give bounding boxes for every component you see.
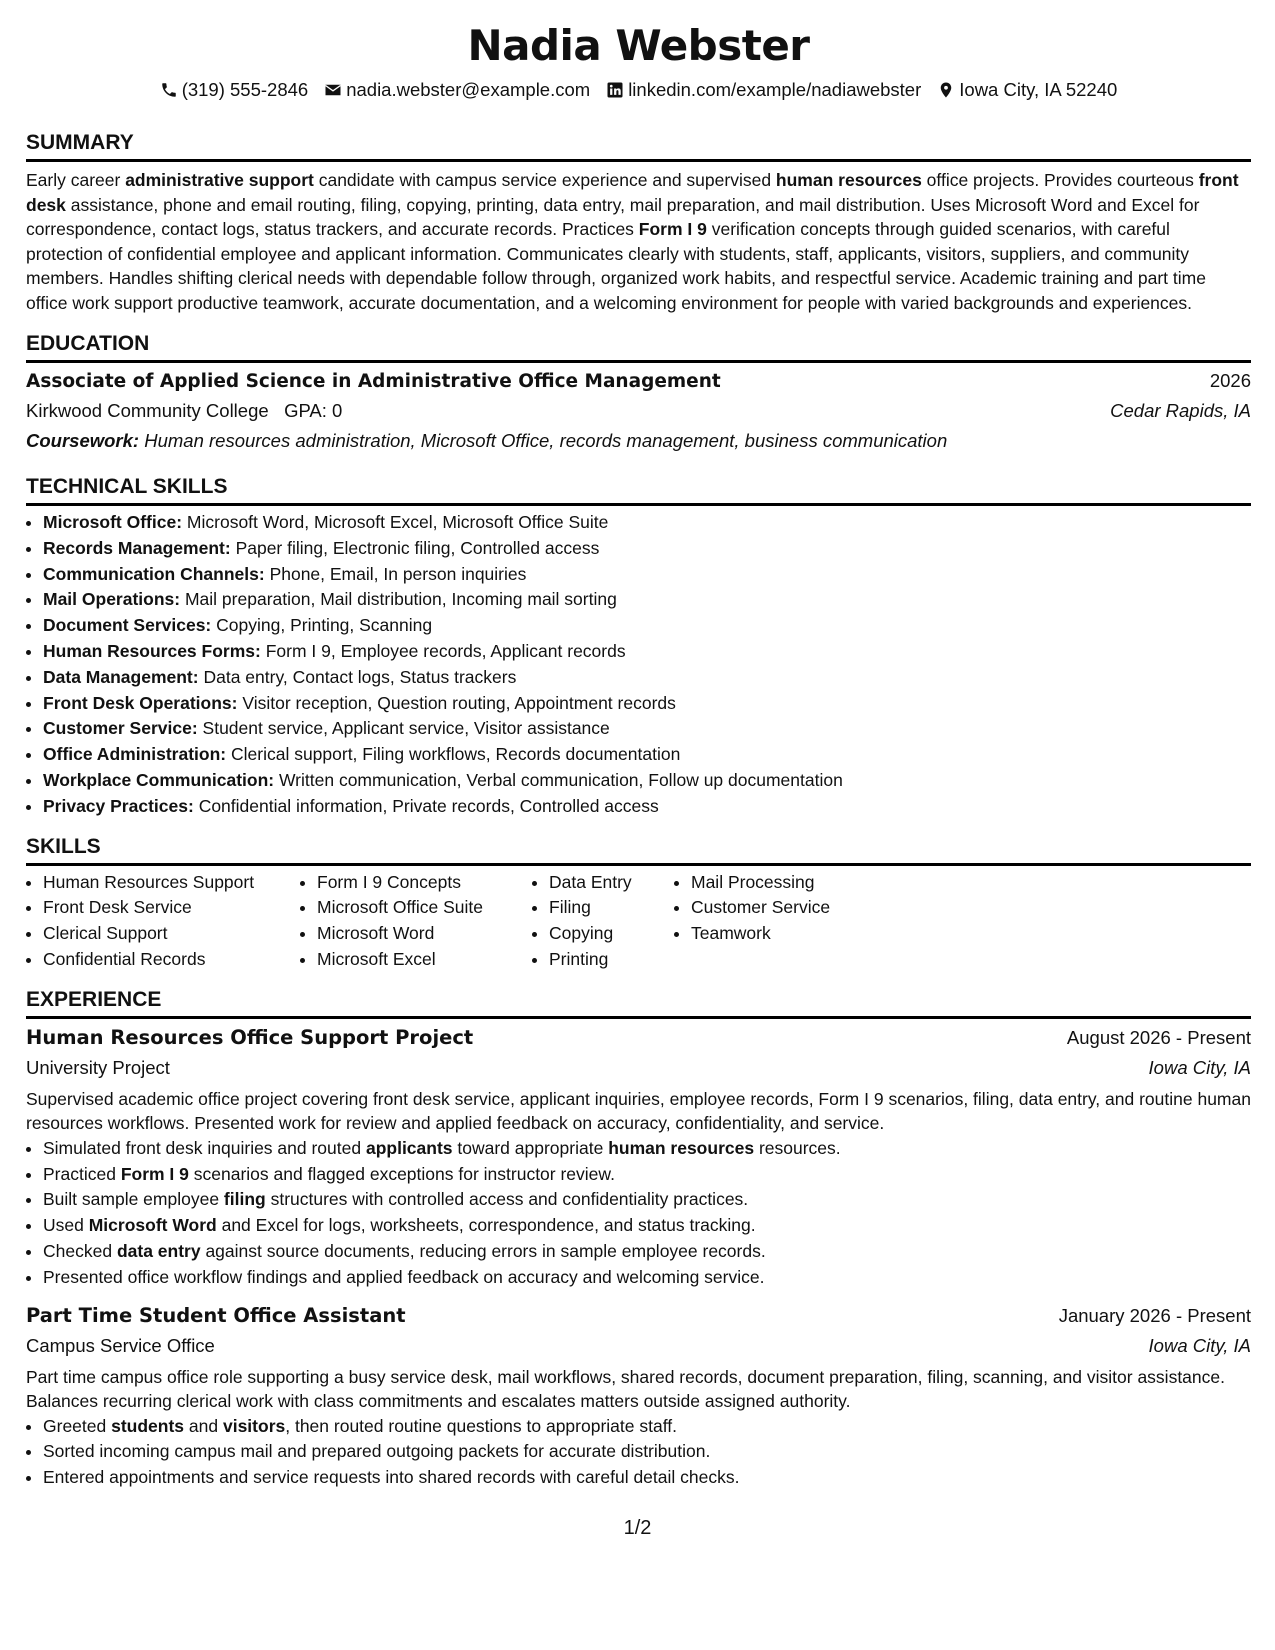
technical-skills-section <box>26 474 1251 820</box>
list-item: • Printing <box>549 947 674 973</box>
list-item: • Microsoft Office Suite <box>317 895 532 921</box>
job-bullets <box>26 1136 1251 1291</box>
summary-text: Early career administrative support candidate with campus service experience and supervised human resources office projects. Provides courteous front desk assistance, phone and email routing, filing, copying, printing, data entry, mail preparation, and mail distribution. Uses Microsoft Word and Excel for correspondence, contact logs, status trackers, and accurate records. Practices Form I 9 verification concepts through guided scenarios, with careful protection of confidential employee and applicant information. Communicates clearly with students, staff, applicants, visitors, suppliers, and community members. Handles shifting clerical needs with dependable follow through, organized work habits, and respectful service. Academic training and part time office work support productive teamwork, accurate documentation, and a welcoming environment for people with varied backgrounds and experiences. <box>26 170 1239 313</box>
coursework: Coursework: Human resources administration, Microsoft Office, records management, business communication <box>26 430 948 451</box>
experience-entry <box>26 1023 1251 1291</box>
job-date: January 2026 - Present <box>1058 1304 1251 1326</box>
section-title-experience: EXPERIENCE <box>26 987 1251 1019</box>
list-item: • Microsoft Excel <box>317 947 532 973</box>
degree-title: Associate of Applied Science in Administrative Office Management <box>26 371 721 392</box>
education-degree-row <box>26 367 1251 396</box>
list-item: • Data Entry <box>549 870 674 896</box>
skills-section <box>26 834 1251 973</box>
list-item: • Presented office workflow findings and applied feedback on accuracy and welcoming service. <box>43 1265 1251 1291</box>
email-link[interactable]: nadia.webster@example.com <box>346 79 591 100</box>
skills-grid <box>26 870 1251 973</box>
list-item: • Copying <box>549 921 674 947</box>
list-item: • Greeted students and visitors, then routed routine questions to appropriate staff. <box>43 1414 1251 1440</box>
contact-phone <box>160 78 309 102</box>
list-item: • Data Management: Data entry, Contact logs, Status trackers <box>43 665 1251 691</box>
list-item: • Simulated front desk inquiries and routed applicants toward appropriate human resources resources. <box>43 1136 1251 1162</box>
location-text: Iowa City, IA 52240 <box>959 79 1118 100</box>
contact-email[interactable] <box>324 78 590 102</box>
job-date: August 2026 - Present <box>1066 1026 1251 1048</box>
list-item: • Sorted incoming campus mail and prepared outgoing packets for accurate distribution. <box>43 1439 1251 1465</box>
list-item: • Document Services: Copying, Printing, Scanning <box>43 613 1251 639</box>
list-item: • Clerical Support <box>43 921 300 947</box>
envelope-icon <box>324 81 342 99</box>
list-item: • Filing <box>549 895 674 921</box>
list-item: • Human Resources Forms: Form I 9, Employee records, Applicant records <box>43 639 1251 665</box>
section-title-education: EDUCATION <box>26 331 1251 363</box>
contact-linkedin[interactable] <box>606 78 921 102</box>
map-pin-icon <box>937 81 955 99</box>
job-title: Human Resources Office Support Project <box>26 1025 474 1049</box>
list-item: • Front Desk Service <box>43 895 300 921</box>
list-item: • Office Administration: Clerical support, Filing workflows, Records documentation <box>43 742 1251 768</box>
skills-column <box>674 870 891 973</box>
gpa: GPA: 0 <box>284 400 343 421</box>
list-item: • Teamwork <box>691 921 891 947</box>
job-location: Iowa City, IA <box>1148 1056 1251 1078</box>
job-location: Iowa City, IA <box>1148 1334 1251 1356</box>
experience-entry <box>26 1301 1251 1491</box>
list-item: • Mail Processing <box>691 870 891 896</box>
technical-skills-list <box>26 510 1251 820</box>
list-item: • Microsoft Office: Microsoft Word, Microsoft Excel, Microsoft Office Suite <box>43 510 1251 536</box>
list-item: • Checked data entry against source documents, reducing errors in sample employee records. <box>43 1239 1251 1265</box>
list-item: • Privacy Practices: Confidential information, Private records, Controlled access <box>43 794 1251 820</box>
job-bullets <box>26 1414 1251 1491</box>
job-organization: Campus Service Office <box>26 1334 215 1356</box>
job-description: Part time campus office role supporting a busy service desk, mail workflows, shared records, document preparation, filing, scanning, and visitor assistance. Balances recurring clerical work with class commitments and escalates matters outside assigned authority. <box>26 1366 1225 1412</box>
phone-text: (319) 555-2846 <box>181 79 309 100</box>
skills-column <box>300 870 532 973</box>
job-header-row <box>26 1023 1251 1053</box>
job-header-row <box>26 1301 1251 1331</box>
list-item: • Entered appointments and service requests into shared records with careful detail checks. <box>43 1465 1251 1491</box>
linkedin-icon <box>606 81 624 99</box>
graduation-year: 2026 <box>1209 370 1251 391</box>
list-item: • Customer Service: Student service, Applicant service, Visitor assistance <box>43 716 1251 742</box>
list-item: • Workplace Communication: Written communication, Verbal communication, Follow up documentation <box>43 768 1251 794</box>
school-location: Cedar Rapids, IA <box>1110 400 1251 421</box>
list-item: • Microsoft Word <box>317 921 532 947</box>
experience-section <box>26 987 1251 1491</box>
job-description: Supervised academic office project covering front desk service, applicant inquiries, employee records, Form I 9 scenarios, filing, data entry, and routine human resources workflows. Presented work for review and applied feedback on accuracy, confidentiality, and service. <box>26 1088 1251 1134</box>
list-item: • Communication Channels: Phone, Email, In person inquiries <box>43 562 1251 588</box>
candidate-name: Nadia Webster <box>467 21 810 70</box>
list-item: • Built sample employee filing structures with controlled access and confidentiality practices. <box>43 1187 1251 1213</box>
school-name: Kirkwood Community College GPA: 0 <box>26 400 343 421</box>
job-org-row <box>26 1331 1251 1361</box>
list-item: • Confidential Records <box>43 947 300 973</box>
education-section <box>26 331 1251 456</box>
contact-location <box>937 78 1117 102</box>
phone-icon <box>160 81 178 99</box>
linkedin-link[interactable]: linkedin.com/example/nadiawebster <box>628 79 922 100</box>
list-item: • Front Desk Operations: Visitor reception, Question routing, Appointment records <box>43 691 1251 717</box>
list-item: • Used Microsoft Word and Excel for logs, worksheets, correspondence, and status tracking. <box>43 1213 1251 1239</box>
section-title-summary: SUMMARY <box>26 130 1251 162</box>
list-item: • Records Management: Paper filing, Electronic filing, Controlled access <box>43 536 1251 562</box>
page-number: 1/2 <box>623 1517 652 1539</box>
list-item: • Mail Operations: Mail preparation, Mail distribution, Incoming mail sorting <box>43 587 1251 613</box>
skills-column <box>532 870 674 973</box>
job-title: Part Time Student Office Assistant <box>26 1303 406 1327</box>
list-item: • Customer Service <box>691 895 891 921</box>
section-title-technical-skills: TECHNICAL SKILLS <box>26 474 1251 506</box>
list-item: • Practiced Form I 9 scenarios and flagged exceptions for instructor review. <box>43 1162 1251 1188</box>
contact-bar <box>26 78 1251 102</box>
summary-section <box>26 130 1251 315</box>
education-school-row <box>26 396 1251 426</box>
resume-page <box>26 20 1251 1491</box>
list-item: • Human Resources Support <box>43 870 300 896</box>
skills-column <box>26 870 300 973</box>
list-item: • Form I 9 Concepts <box>317 870 532 896</box>
resume-header <box>26 20 1251 102</box>
job-organization: University Project <box>26 1056 170 1078</box>
job-org-row <box>26 1053 1251 1083</box>
section-title-skills: SKILLS <box>26 834 1251 866</box>
